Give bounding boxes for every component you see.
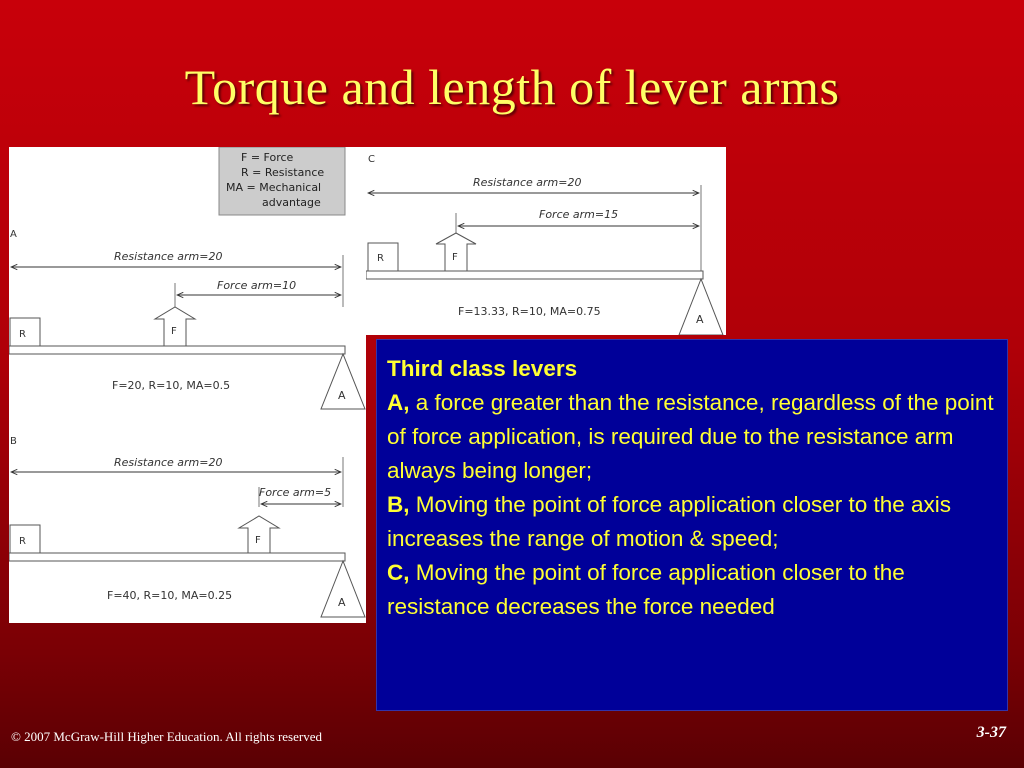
values-c: F=13.33, R=10, MA=0.75 <box>458 305 601 318</box>
force-arrow-label-b: F <box>255 535 261 546</box>
resistance-box-label-a: R <box>19 329 26 340</box>
resistance-box-label-c: R <box>377 253 384 264</box>
legend-ma: MA = Mechanical <box>226 181 322 194</box>
lever-bar-c <box>366 271 703 279</box>
resistance-arm-label-a: Resistance arm=20 <box>114 250 223 263</box>
lever-bar-b <box>9 553 345 561</box>
axis-label-b: A <box>338 596 346 609</box>
diagram-b-label: B <box>10 436 17 447</box>
page-number: 3-37 <box>976 724 1006 741</box>
force-arm-label-b: Force arm=5 <box>259 486 332 499</box>
legend-force: F = Force <box>241 151 294 164</box>
slide-title: Torque and length of lever arms <box>184 59 840 115</box>
axis-label-c: A <box>696 313 704 326</box>
force-arm-label-c: Force arm=15 <box>539 208 619 221</box>
resistance-arm-label-c: Resistance arm=20 <box>473 176 582 189</box>
explanation-text-box <box>376 339 1008 711</box>
point-c <box>387 556 997 624</box>
lever-diagram-ab <box>9 147 366 623</box>
legend-box <box>219 147 345 215</box>
axis-label-a: A <box>338 389 346 402</box>
point-a-text: a force greater than the resistance, regardless of the point of force application, is required due to the resistance arm always being longer; <box>387 390 994 483</box>
resistance-box-label-b: R <box>19 536 26 547</box>
point-c-text: Moving the point of force application closer to the resistance decreases the force needed <box>387 560 905 619</box>
point-b-text: Moving the point of force application closer to the axis increases the range of motion & speed; <box>387 492 952 551</box>
point-c-key: C, <box>387 560 410 585</box>
force-arm-label-a: Force arm=10 <box>217 279 297 292</box>
axis-triangle-c <box>679 279 723 335</box>
lever-diagram-c <box>366 147 726 335</box>
force-arrow-label-c: F <box>452 252 458 263</box>
point-a-key: A, <box>387 390 410 415</box>
lever-c <box>366 154 723 335</box>
copyright-footer: © 2007 McGraw-Hill Higher Education. All rights reserved <box>11 729 322 744</box>
lever-bar-a <box>9 346 345 354</box>
legend-advantage: advantage <box>262 196 321 209</box>
point-a <box>387 386 997 488</box>
force-arrow-label-a: F <box>171 326 177 337</box>
lever-b <box>9 436 365 617</box>
diagram-panel-c <box>366 147 726 335</box>
point-b <box>387 488 997 556</box>
legend-resistance: R = Resistance <box>241 166 325 179</box>
resistance-arm-label-b: Resistance arm=20 <box>114 456 223 469</box>
point-b-key: B, <box>387 492 410 517</box>
diagram-c-label: C <box>368 154 375 165</box>
text-box-heading: Third class levers <box>387 356 578 381</box>
diagram-a-label: A <box>10 229 17 240</box>
diagram-panel-ab <box>9 147 366 623</box>
lever-a <box>9 229 365 409</box>
values-b: F=40, R=10, MA=0.25 <box>107 589 233 602</box>
values-a: F=20, R=10, MA=0.5 <box>112 379 231 392</box>
